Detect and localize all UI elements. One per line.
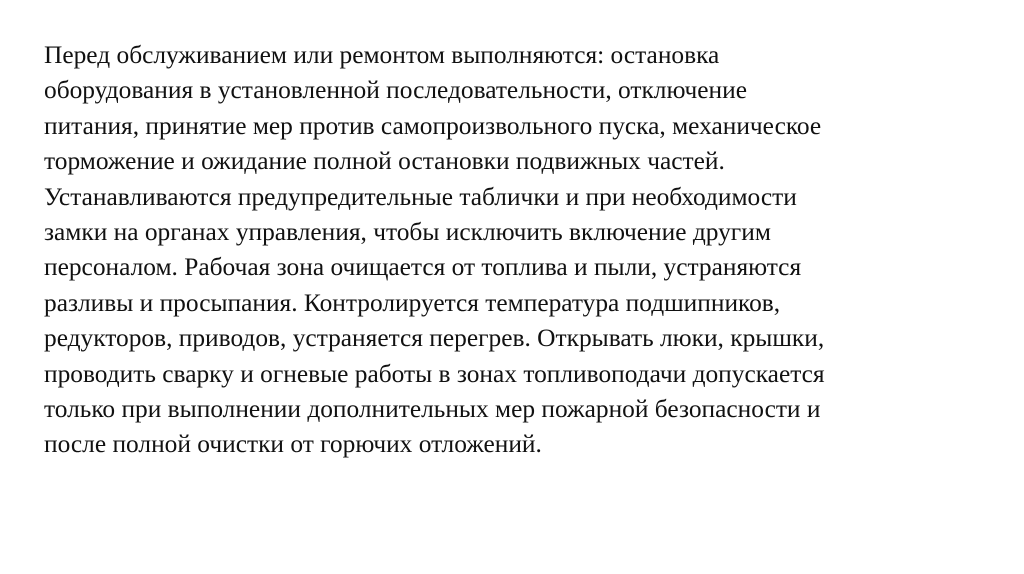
text-line: только при выполнении дополнительных мер пожарной безопасности и [44, 395, 821, 424]
text-line: Устанавливаются предупредительные таблички и при необходимости [44, 182, 797, 211]
text-line: после полной очистки от горючих отложений. [44, 430, 542, 459]
text-line: замки на органах управления, чтобы исключить включение другим [44, 218, 771, 247]
text-line: Перед обслуживанием или ремонтом выполняются: остановка [44, 41, 720, 69]
text-line: проводить сварку и огневые работы в зонах топливоподачи допускается [44, 359, 825, 388]
text-line: редукторов, приводов, устраняется перегрев. Открывать люки, крышки, [44, 324, 825, 353]
text-line: торможение и ожидание полной остановки подвижных частей. [44, 147, 725, 176]
text-line: питания, принятие мер против самопроизвольного пуска, механическое [44, 111, 822, 140]
text-line: персоналом. Рабочая зона очищается от топлива и пыли, устраняются [44, 253, 802, 282]
text-line: разливы и просыпания. Контролируется температура подшипников, [44, 288, 781, 317]
text-line: оборудования в установленной последовательности, отключение [44, 76, 747, 105]
body-text [44, 38, 984, 463]
